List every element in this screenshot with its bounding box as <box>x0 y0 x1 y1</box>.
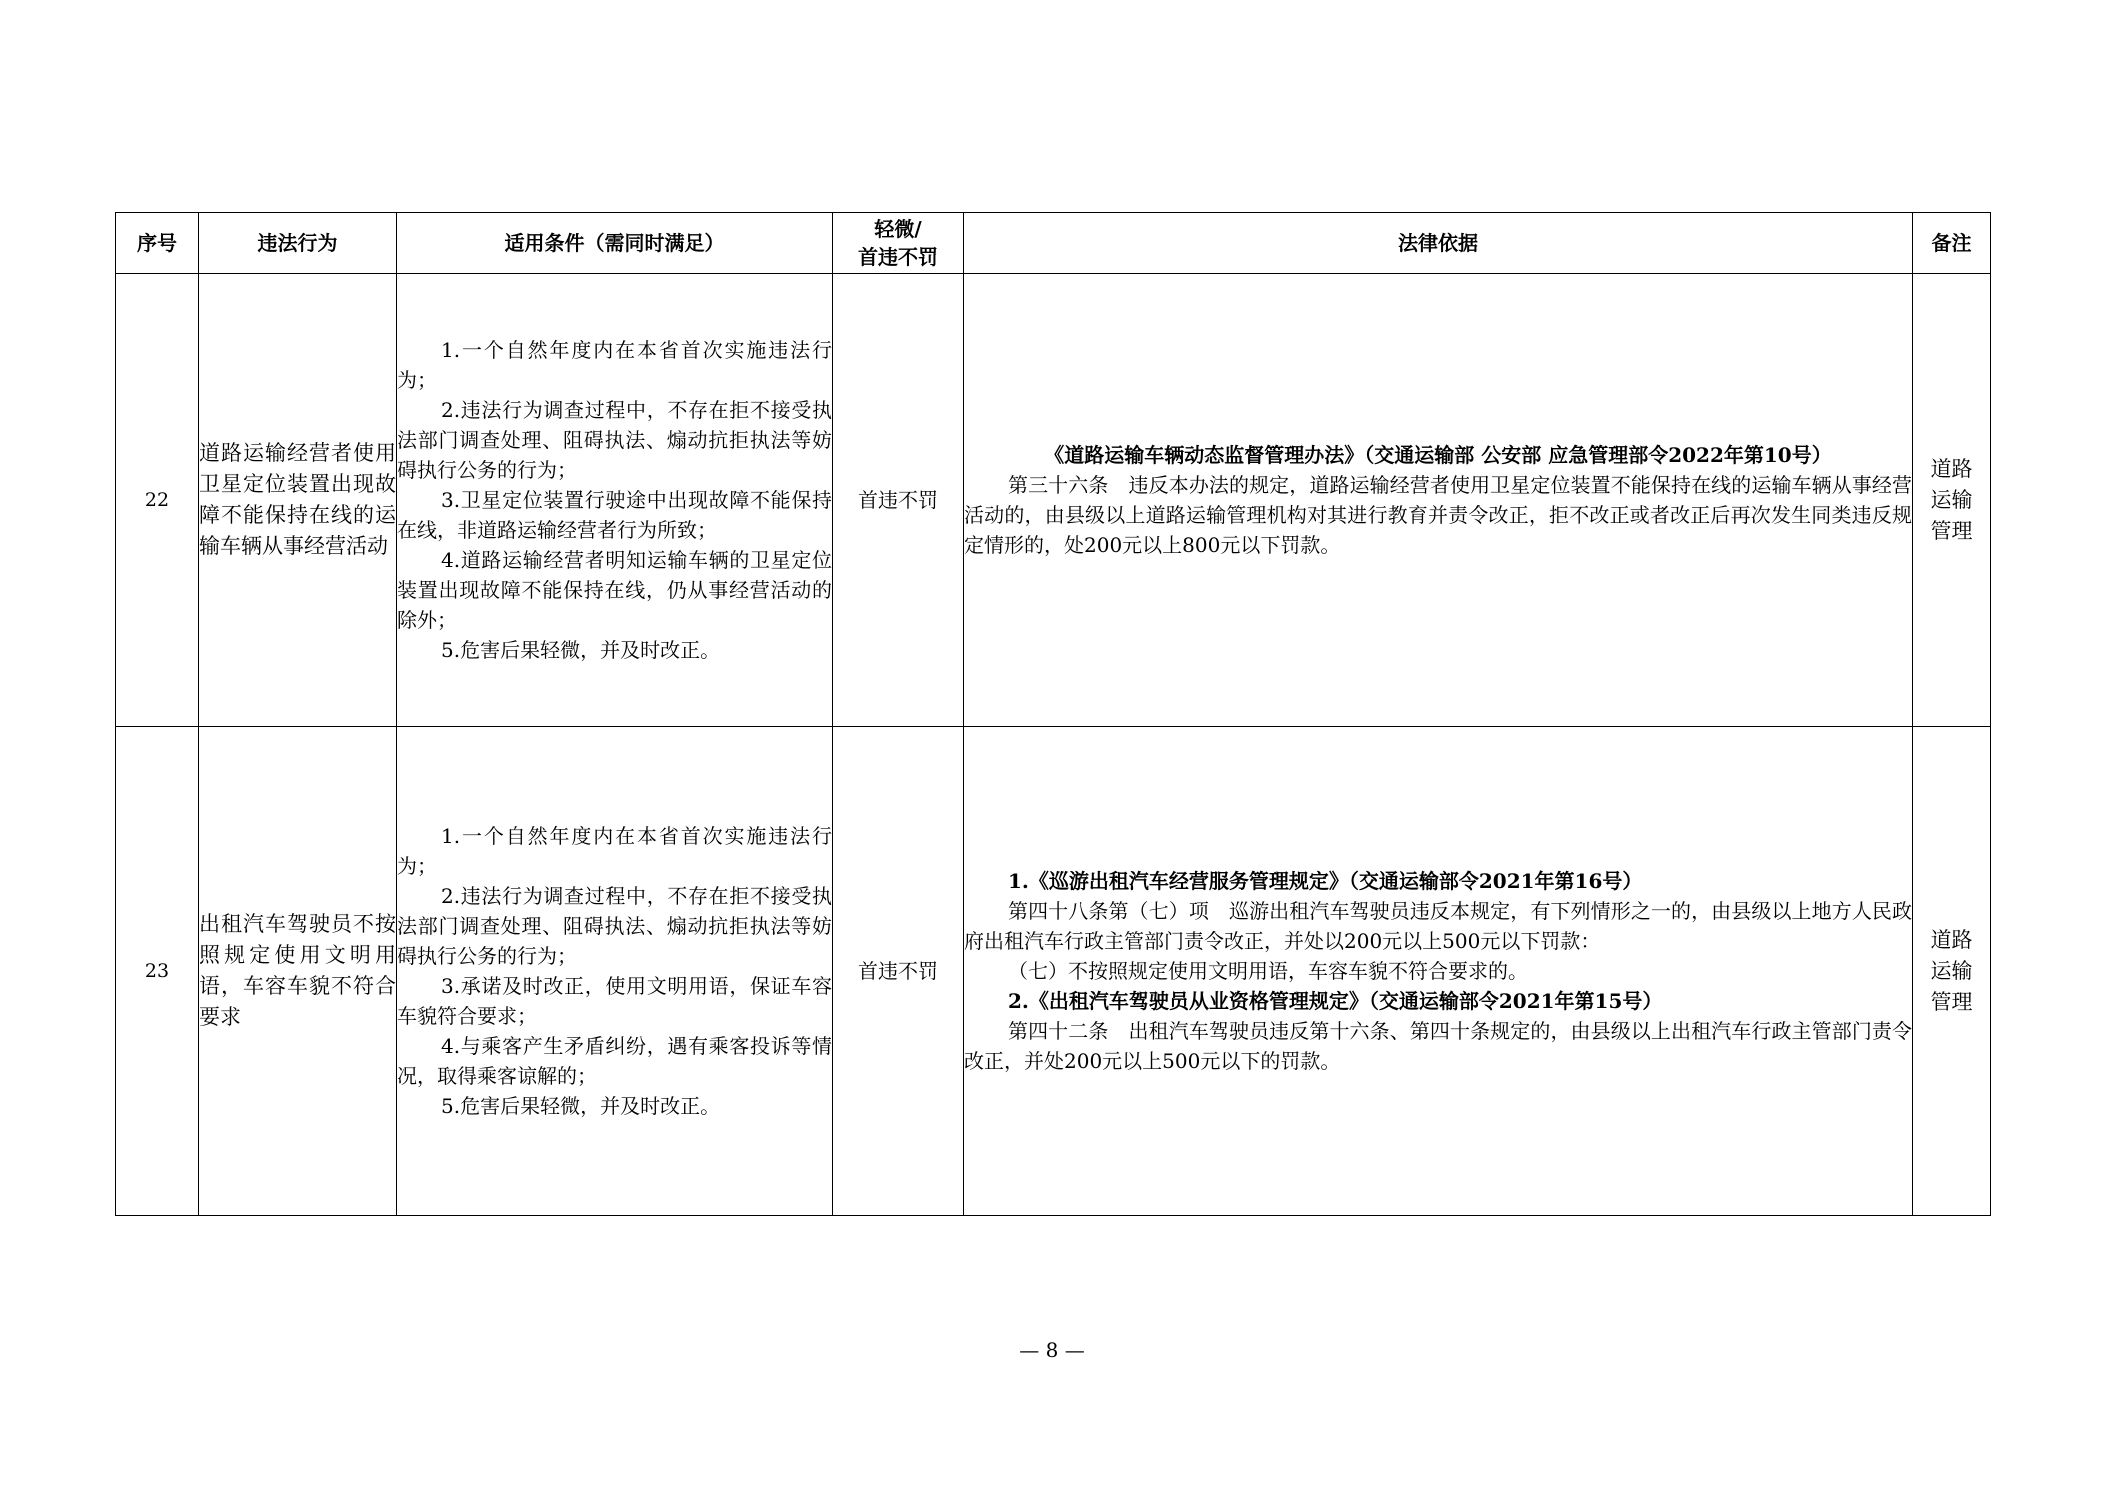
penalty-type: 首违不罚 <box>833 727 964 1216</box>
conditions-cell <box>397 727 833 1216</box>
violation-act: 道路运输经营者使用卫星定位装置出现故障不能保持在线的运输车辆从事经营活动 <box>199 274 397 727</box>
condition-item: 3.卫星定位装置行驶途中出现故障不能保持在线，非道路运输经营者行为所致； <box>397 488 832 542</box>
condition-item: 2.违法行为调查过程中，不存在拒不接受执法部门调查处理、阻碍执法、煽动抗拒执法等妨碍执行公务的行为； <box>397 884 832 968</box>
note-line: 管理 <box>1930 989 1973 1014</box>
row-number: 23 <box>116 727 199 1216</box>
condition-item: 5.危害后果轻微，并及时改正。 <box>441 638 721 662</box>
condition-item: 1.一个自然年度内在本省首次实施违法行为； <box>397 824 832 878</box>
header-penalty-line2: 首违不罚 <box>858 245 938 269</box>
penalty-type: 首违不罚 <box>833 274 964 727</box>
header-basis: 法律依据 <box>964 213 1913 274</box>
note-line: 道路 <box>1930 456 1973 481</box>
penalty-exemption-table <box>115 212 1991 1216</box>
condition-item: 2.违法行为调查过程中，不存在拒不接受执法部门调查处理、阻碍执法、煽动抗拒执法等妨碍执行公务的行为； <box>397 398 832 482</box>
condition-item: 1.一个自然年度内在本省首次实施违法行为； <box>397 338 832 392</box>
header-conditions: 适用条件（需同时满足） <box>397 213 833 274</box>
regulation-article: 第四十二条 出租汽车驾驶员违反第十六条、第四十条规定的，由县级以上出租汽车行政主管部门责令改正，并处200元以上500元以下的罚款。 <box>964 1019 1912 1073</box>
violation-act: 出租汽车驾驶员不按照规定使用文明用语，车容车貌不符合要求 <box>199 727 397 1216</box>
legal-basis-cell <box>964 727 1913 1216</box>
regulation-title: 1.《巡游出租汽车经营服务管理规定》（交通运输部令2021年第16号） <box>1008 869 1643 893</box>
condition-item: 3.承诺及时改正，使用文明用语，保证车容车貌符合要求； <box>397 974 832 1028</box>
header-no: 序号 <box>116 213 199 274</box>
note-line: 运输 <box>1930 958 1973 983</box>
condition-item: 4.道路运输经营者明知运输车辆的卫星定位装置出现故障不能保持在线，仍从事经营活动的除外； <box>397 548 832 632</box>
regulation-article: 第四十八条第（七）项 巡游出租汽车驾驶员违反本规定，有下列情形之一的，由县级以上地方人民政府出租汽车行政主管部门责令改正，并处以200元以上500元以下罚款： <box>964 899 1912 953</box>
regulation-article: 第三十六条 违反本办法的规定，道路运输经营者使用卫星定位装置不能保持在线的运输车辆从事经营活动的，由县级以上道路运输管理机构对其进行教育并责令改正，拒不改正或者改正后再次发生同类违反规定情形的，处200元以上800元以下罚款。 <box>964 473 1912 557</box>
table-row <box>116 727 1991 1216</box>
note-cell <box>1913 274 1991 727</box>
row-number: 22 <box>116 274 199 727</box>
header-act: 违法行为 <box>199 213 397 274</box>
regulation-title: 2.《出租汽车驾驶员从业资格管理规定》（交通运输部令2021年第15号） <box>1008 989 1663 1013</box>
page-number: — 8 — <box>1019 1338 1085 1362</box>
note-line: 管理 <box>1930 518 1973 543</box>
header-penalty <box>833 213 964 274</box>
note-cell <box>1913 727 1991 1216</box>
regulation-clause: （七）不按照规定使用文明用语，车容车貌不符合要求的。 <box>1008 959 1528 983</box>
condition-item: 5.危害后果轻微，并及时改正。 <box>441 1094 721 1118</box>
condition-item: 4.与乘客产生矛盾纠纷，遇有乘客投诉等情况，取得乘客谅解的； <box>397 1034 832 1088</box>
note-line: 运输 <box>1930 487 1973 512</box>
legal-basis-cell <box>964 274 1913 727</box>
table-row <box>116 274 1991 727</box>
header-note: 备注 <box>1913 213 1991 274</box>
regulation-title: 《道路运输车辆动态监督管理办法》（交通运输部 公安部 应急管理部令2022年第10号） <box>1044 443 1832 467</box>
conditions-cell <box>397 274 833 727</box>
note-line: 道路 <box>1930 927 1973 952</box>
header-penalty-line1: 轻微/ <box>874 217 922 241</box>
table-header-row <box>116 213 1991 274</box>
